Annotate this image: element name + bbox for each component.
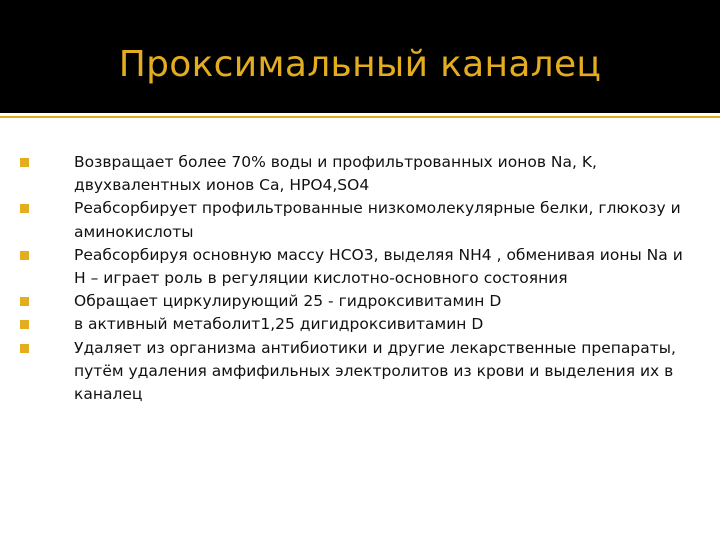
bullet-item [18,290,688,313]
bullet-item [18,197,688,243]
slide-body [18,151,688,406]
bullet-text: Обращает циркулирующий 25 - гидроксивитамин D [74,292,502,311]
title-bar [0,0,720,113]
square-bullet-icon [20,320,29,329]
bullet-text: в активный метаболит1,25 дигидроксивитамин D [74,315,484,334]
bullet-item [18,337,688,407]
square-bullet-icon [20,344,29,353]
square-bullet-icon [20,251,29,260]
square-bullet-icon [20,297,29,306]
square-bullet-icon [20,158,29,167]
bullet-item [18,313,688,336]
bullet-item [18,244,688,290]
bullet-text: Реабсорбирует профильтрованные низкомолекулярные белки, глюкозу и аминокислоты [74,199,681,241]
bullet-text: Возвращает более 70% воды и профильтрованных ионов Na, K, двухвалентных ионов Ca, HPO4,SO4 [74,153,597,195]
bullet-text: Удаляет из организма антибиотики и другие лекарственные препараты, путём удаления амфифильных электролитов из крови и выделения их в каналец [74,338,676,404]
title-divider [0,116,720,118]
square-bullet-icon [20,204,29,213]
bullet-list [18,151,688,406]
bullet-item [18,151,688,197]
bullet-text: Реабсорбируя основную массу HCO3, выделяя NH4 , обменивая ионы Na и H – играет роль в регуляции кислотно-основного состояния [74,245,683,288]
slide-title: Проксимальный каналец [118,44,602,85]
